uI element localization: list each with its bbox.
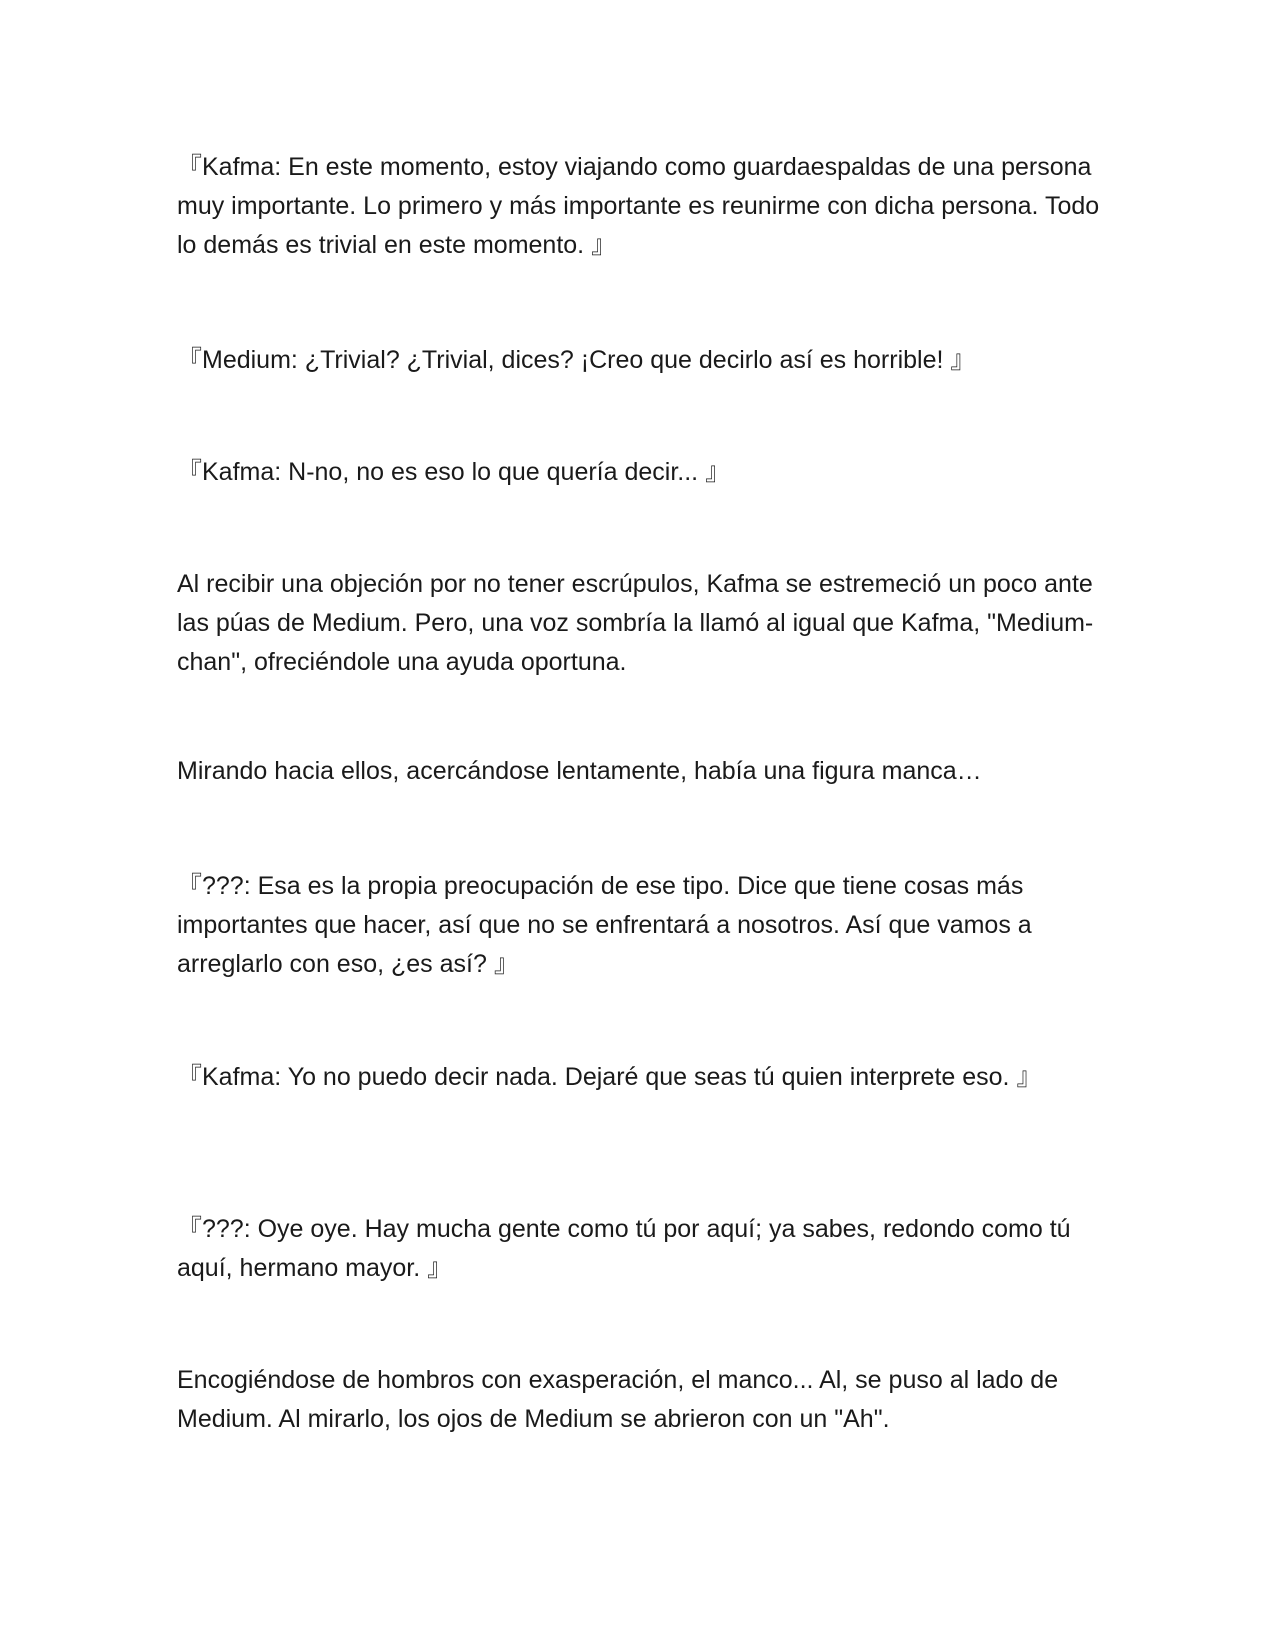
dialogue-unknown-oye: 『???: Oye oye. Hay mucha gente como tú por aquí; ya sabes, redondo como tú aquí, hermano mayor. 』 [177,1215,1078,1282]
dialogue-kafma-interpret: 『Kafma: Yo no puedo decir nada. Dejaré que seas tú quien interprete eso. 』 [177,1063,1042,1091]
narration-figure: Mirando hacia ellos, acercándose lentamente, había una figura manca… [177,757,982,785]
dialogue-unknown-concern: 『???: Esa es la propia preocupación de ese tipo. Dice que tiene cosas más importantes que hacer, así que no se enfrentará a nosotros. Así que vamos a arreglarlo con eso, ¿es así? 』 [177,872,1039,978]
dialogue-kafma-bodyguard: 『Kafma: En este momento, estoy viajando como guardaespaldas de una persona muy importante. Lo primero y más importante es reunirme con dicha persona. Todo lo demás es trivial en este momento. 』 [177,153,1107,259]
narration-al-arrives: Encogiéndose de hombros con exasperación, el manco... Al, se puso al lado de Medium. Al mirarlo, los ojos de Medium se abrieron con un "Ah". [177,1366,1066,1433]
narration-objection: Al recibir una objeción por no tener escrúpulos, Kafma se estremeció un poco ante las púas de Medium. Pero, una voz sombría la llamó al igual que Kafma, "Medium-chan", ofreciéndole una ayuda oportuna. [177,570,1100,676]
dialogue-kafma-denial: 『Kafma: N-no, no es eso lo que quería decir... 』 [177,458,731,486]
dialogue-medium-trivial: 『Medium: ¿Trivial? ¿Trivial, dices? ¡Creo que decirlo así es horrible! 』 [177,346,976,374]
